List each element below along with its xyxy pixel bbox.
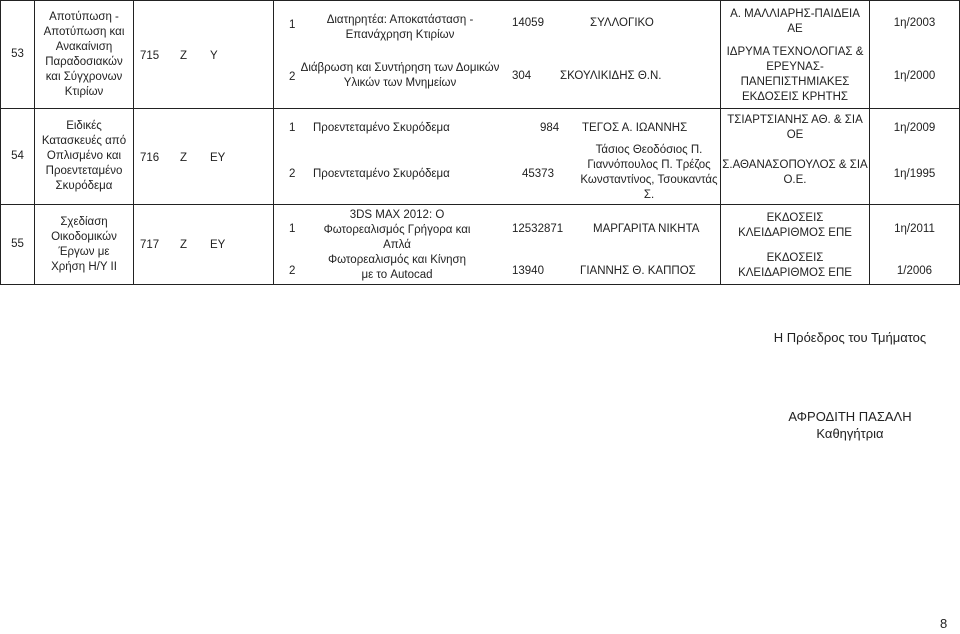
row-number: 55 — [11, 238, 24, 250]
page-number: 8 — [940, 616, 948, 631]
signature-role: Η Πρόεδρος του Τμήματος — [773, 330, 927, 345]
book-id: 304 — [512, 69, 532, 82]
semester: Ζ — [180, 151, 188, 164]
book-title: Διατηρητέα: Αποκατάσταση - Επανάχρηση Κτιρίων — [326, 14, 474, 41]
course-type: Υ — [210, 49, 218, 62]
book-index: 2 — [289, 167, 296, 180]
book-id: 14059 — [512, 16, 544, 29]
semester: Ζ — [180, 238, 188, 251]
book-title: Προεντεταμένο Σκυρόδεμα — [313, 167, 450, 180]
book-edition: 1η/2011 — [894, 222, 935, 235]
course-title: Ειδικές Κατασκευές από Οπλισμένο και Προεντεταμένο Σκυρόδεμα — [41, 120, 127, 192]
book-title: Φωτορεαλισμός και Κίνηση με το Autocad — [327, 254, 467, 281]
book-publisher: ΙΔΡΥΜΑ ΤΕΧΝΟΛΟΓΙΑΣ & ΕΡΕΥΝΑΣ-ΠΑΝΕΠΙΣΤΗΜΙΑΚΕΣ ΕΚΔΟΣΕΙΣ ΚΡΗΤΗΣ — [726, 46, 864, 103]
book-title: 3DS MAX 2012: Ο Φωτορεαλισμός Γρήγορα και Απλά — [323, 208, 471, 251]
book-author: Τάσιος Θεοδόσιος Π. Γιαννόπουλος Π. Τρέζος Κωνσταντίνος, Τσουκαντάς Σ. — [580, 144, 718, 201]
book-publisher: Σ.ΑΘΑΝΑΣΟΠΟΥΛΟΣ & ΣΙΑ Ο.Ε. — [722, 159, 868, 186]
course-title: Αποτύπωση - Αποτύπωση και Ανακαίνιση Παραδοσιακών και Σύγχρονων Κτιρίων — [43, 10, 125, 98]
row-number: 54 — [11, 150, 24, 162]
book-publisher: ΕΚΔΟΣΕΙΣ ΚΛΕΙΔΑΡΙΘΜΟΣ ΕΠΕ — [738, 212, 852, 239]
book-author: ΣΥΛΛΟΓΙΚΟ — [590, 16, 654, 29]
col-border-2 — [133, 0, 134, 285]
book-edition: 1η/1995 — [893, 167, 936, 180]
course-title: Σχεδίαση Οικοδομικών Έργων με Χρήση Η/Υ ΙΙ — [51, 215, 117, 273]
book-id: 12532871 — [512, 222, 564, 235]
book-author: ΓΙΑΝΝΗΣ Θ. ΚΑΠΠΟΣ — [580, 264, 696, 277]
course-code: 715 — [140, 49, 160, 62]
course-code: 716 — [140, 151, 160, 164]
book-edition: 1η/2003 — [893, 16, 936, 29]
book-publisher: ΤΣΙΑΡΤΣΙΑΝΗΣ ΑΘ. & ΣΙΑ ΟΕ — [727, 114, 863, 141]
book-author: ΣΚΟΥΛΙΚΙΔΗΣ Θ.Ν. — [560, 69, 662, 82]
row-border-top — [0, 0, 960, 1]
signature-rank: Καθηγήτρια — [816, 426, 884, 441]
course-code: 717 — [140, 238, 160, 251]
book-publisher: Α. ΜΑΛΛΙΑΡΗΣ-ΠΑΙΔΕΙΑ ΑΕ — [730, 8, 860, 35]
book-index: 1 — [289, 18, 296, 31]
signature-name: ΑΦΡΟΔΙΤΗ ΠΑΣΑΛΗ — [788, 409, 912, 424]
row-border-55 — [0, 284, 960, 285]
row-border-54 — [0, 204, 960, 205]
book-edition: 1η/2000 — [893, 69, 936, 82]
book-id: 984 — [540, 121, 560, 134]
col-border-5 — [869, 0, 870, 285]
book-id: 13940 — [512, 264, 544, 277]
book-edition: 1η/2009 — [893, 121, 936, 134]
col-border-4 — [720, 0, 721, 285]
course-type: ΕΥ — [210, 151, 226, 164]
book-index: 1 — [289, 222, 296, 235]
book-publisher: ΕΚΔΟΣΕΙΣ ΚΛΕΙΔΑΡΙΘΜΟΣ ΕΠΕ — [738, 252, 852, 279]
course-type: ΕΥ — [210, 238, 226, 251]
book-id: 45373 — [522, 167, 554, 180]
book-title: Διάβρωση και Συντήρηση των Δομικών Υλικών των Μνημείων — [300, 62, 500, 89]
book-index: 2 — [289, 70, 296, 83]
book-title: Προεντεταμένο Σκυρόδεμα — [313, 121, 450, 134]
book-author: ΤΕΓΟΣ Α. ΙΩΑΝΝΗΣ — [582, 121, 688, 134]
book-author: ΜΑΡΓΑΡΙΤΑ ΝΙΚΗΤΑ — [593, 222, 700, 235]
row-number: 53 — [11, 48, 24, 60]
semester: Ζ — [180, 49, 188, 62]
col-border-1 — [34, 0, 35, 285]
row-border-53 — [0, 108, 960, 109]
col-border-3 — [273, 0, 274, 285]
book-index: 2 — [289, 264, 296, 277]
book-edition: 1/2006 — [896, 264, 933, 277]
book-index: 1 — [289, 121, 296, 134]
